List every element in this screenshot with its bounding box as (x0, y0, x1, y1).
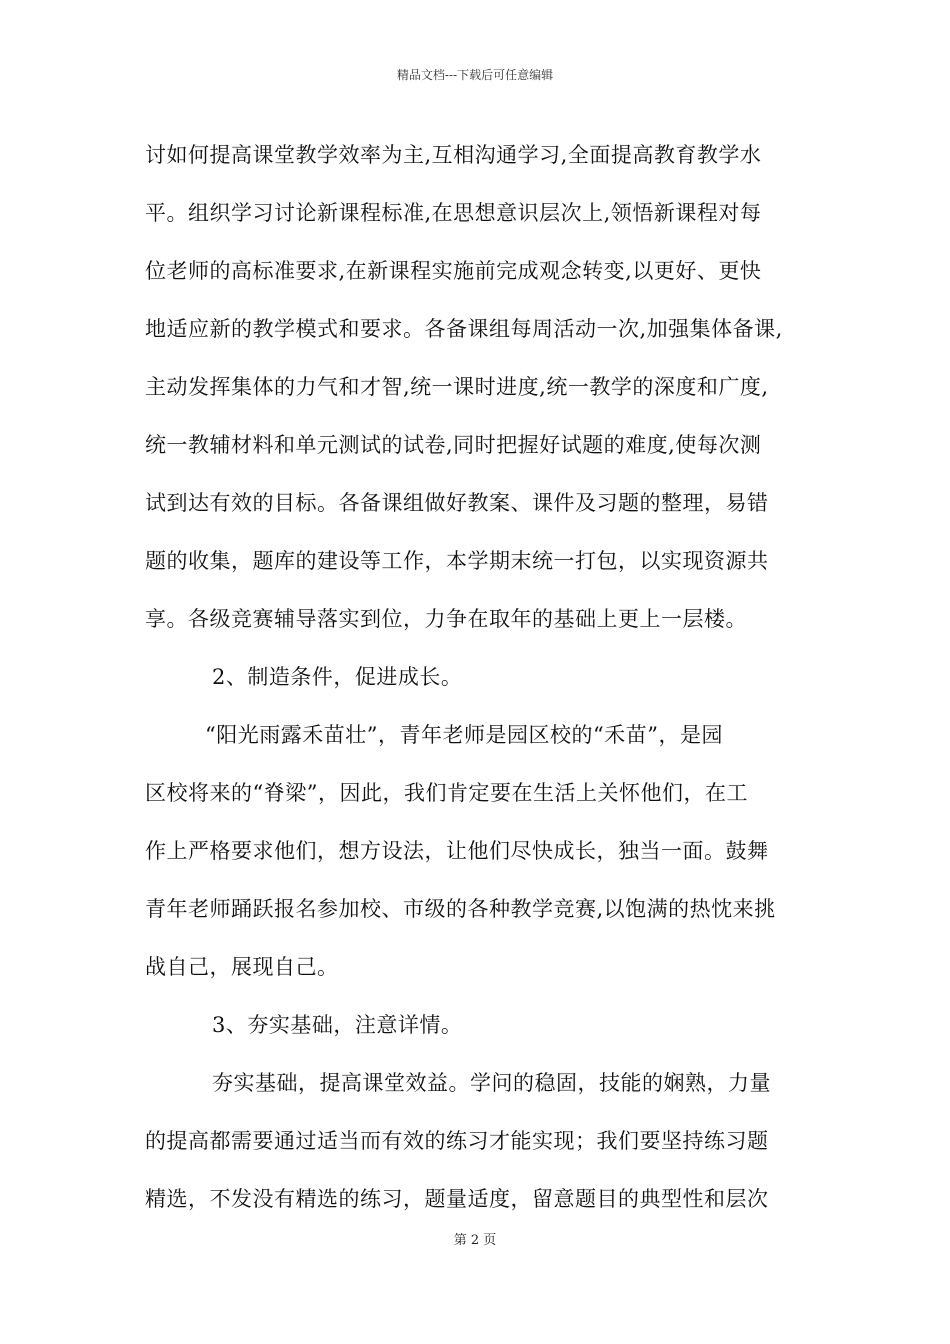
body-line: 夯实基础，提高课堂效益。学问的稳固，技能的娴熟，力量 (212, 1071, 771, 1095)
body-line: 位老师的高标准要求,在新课程实施前完成观念转变,以更好、更快 (145, 259, 762, 283)
body-line: 题的收集，题库的建设等工作，本学期末统一打包，以实现资源共 (145, 549, 769, 573)
body-line: 享。各级竞赛辅导落实到位，力争在取年的基础上更上一层楼。 (145, 607, 747, 631)
body-line: 主动发挥集体的力气和才智,统一课时进度,统一教学的深度和广度, (145, 375, 769, 399)
body-line: 讨如何提高课堂教学效率为主,互相沟通学习,全面提高教育教学水 (145, 143, 762, 167)
body-line: “阳光雨露禾苗壮”，青年老师是园区校的“禾苗”，是园 (205, 723, 723, 747)
body-line: 统一教辅材料和单元测试的试卷,同时把握好试题的难度,使每次测 (145, 433, 762, 457)
body-line: 的提高都需要通过适当而有效的练习才能实现；我们要坚持练习题 (145, 1129, 769, 1153)
body-line: 地适应新的教学模式和要求。各备课组每周活动一次,加强集体备课, (145, 317, 783, 341)
section-heading: 3、夯实基础，注意详情。 (212, 1013, 463, 1037)
body-line: 区校将来的“脊梁”，因此，我们肯定要在生活上关怀他们，在工 (145, 781, 748, 805)
body-line: 平。组织学习讨论新课程标准,在思想意识层次上,领悟新课程对每 (145, 201, 762, 225)
body-line: 战自己，展现自己。 (145, 955, 339, 979)
body-line: 青年老师踊跃报名参加校、市级的各种教学竞赛,以饱满的热忱来挑 (145, 897, 776, 921)
page-number: 第 2 页 (453, 1233, 497, 1248)
section-heading: 2、制造条件，促进成长。 (212, 665, 463, 689)
body-line: 作上严格要求他们，想方设法，让他们尽快成长，独当一面。鼓舞 (145, 839, 769, 863)
body-line: 试到达有效的目标。各备课组做好教案、课件及习题的整理，易错 (145, 491, 769, 515)
body-line: 精选，不发没有精选的练习，题量适度，留意题目的典型性和层次 (145, 1187, 769, 1211)
page-header: 精品文档---下载后可任意编辑 (396, 68, 554, 82)
